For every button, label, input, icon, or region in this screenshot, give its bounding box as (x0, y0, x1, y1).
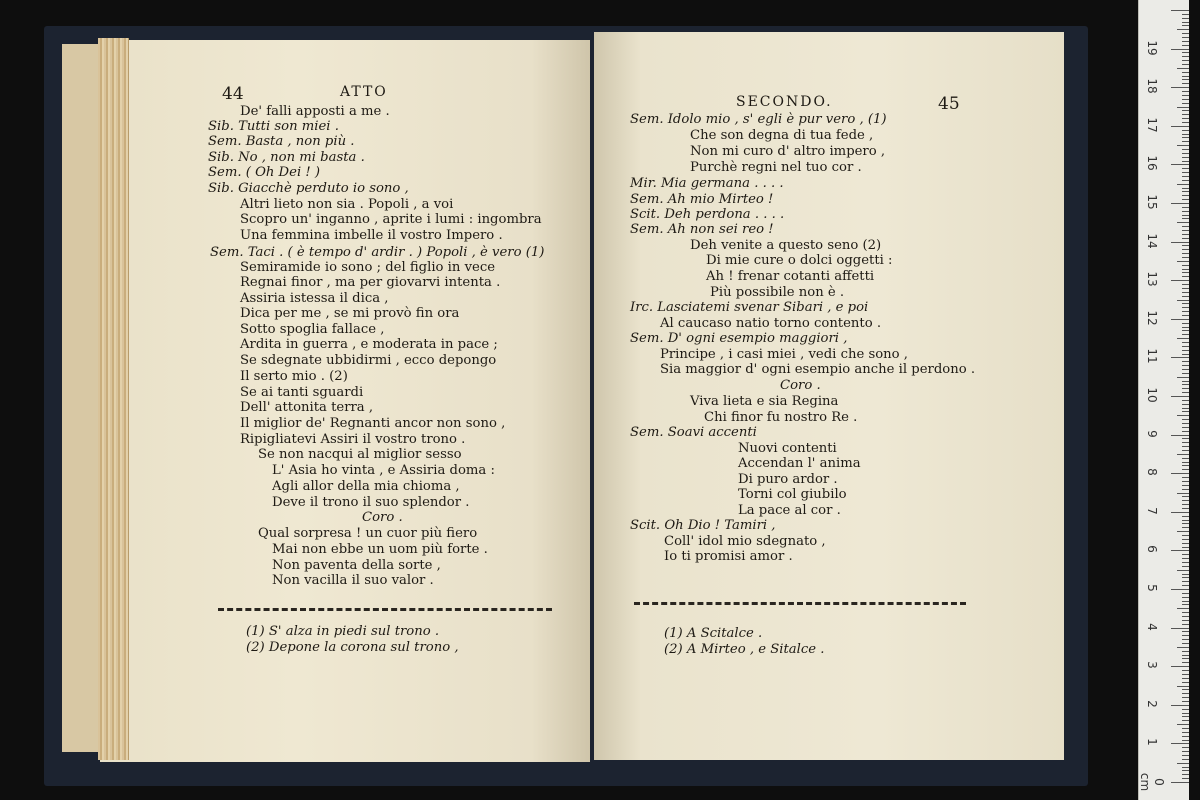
ruler-mm-tick (1182, 747, 1189, 748)
ruler-mm-tick (1177, 107, 1189, 108)
ruler-mm-tick (1182, 759, 1189, 760)
ruler-mm-tick (1182, 585, 1189, 586)
ruler-mm-tick (1182, 774, 1189, 775)
ruler-mm-tick (1182, 22, 1189, 23)
ruler-mm-tick (1182, 442, 1189, 443)
ruler-number: 6 (1145, 545, 1159, 554)
text-line: L' Asia ho vinta , e Assiria doma : (272, 463, 495, 478)
ruler-mm-tick (1182, 593, 1189, 594)
ruler-mm-tick (1182, 581, 1189, 582)
text-line: Ripigliatevi Assiri il vostro trono . (240, 432, 466, 447)
ruler-number: 13 (1145, 271, 1159, 287)
ruler-mm-tick (1182, 701, 1189, 702)
ruler-mm-tick (1182, 25, 1189, 26)
ruler-mm-tick (1182, 269, 1189, 270)
ruler-mm-tick (1182, 616, 1189, 617)
text-line: Sib. Giacchè perduto io sono , (208, 181, 409, 196)
text-line: Non mi curo d' altro impero , (690, 144, 886, 159)
ruler-mm-tick (1177, 338, 1189, 339)
ruler-number: 1 (1145, 738, 1159, 747)
ruler-number: 18 (1145, 78, 1159, 94)
ruler-mm-tick (1182, 458, 1189, 459)
ruler-mm-tick (1182, 732, 1189, 733)
text-line: Coro . (362, 510, 403, 525)
text-line: Coro . (780, 378, 821, 393)
ruler-mm-tick (1182, 601, 1189, 602)
text-line: De' falli apposti a me . (240, 104, 390, 119)
ruler-cm-tick (1171, 10, 1189, 11)
ruler-mm-tick (1182, 419, 1189, 420)
ruler-mm-tick (1182, 612, 1189, 613)
ruler-mm-tick (1182, 740, 1189, 741)
text-line: Se sdegnate ubbidirmi , ecco depongo (240, 353, 497, 368)
ruler-mm-tick (1182, 72, 1189, 73)
ruler-mm-tick (1177, 724, 1189, 725)
ruler-mm-tick (1182, 778, 1189, 779)
ruler-mm-tick (1182, 315, 1189, 316)
ruler-mm-tick (1182, 446, 1189, 447)
ruler-mm-tick (1182, 674, 1189, 675)
ruler-mm-tick (1177, 68, 1189, 69)
ruler-mm-tick (1182, 76, 1189, 77)
ruler-mm-tick (1182, 346, 1189, 347)
ruler-number: 4 (1145, 622, 1159, 631)
ruler-number: 8 (1145, 468, 1159, 476)
ruler-mm-tick (1182, 485, 1189, 486)
text-line: Principe , i casi miei , vedi che sono , (660, 347, 908, 362)
ruler-mm-tick (1177, 531, 1189, 532)
ruler-mm-tick (1182, 249, 1189, 250)
ruler-mm-tick (1177, 454, 1189, 455)
ruler-number: 15 (1145, 194, 1159, 210)
ruler-mm-tick (1182, 670, 1189, 671)
ruler-mm-tick (1182, 180, 1189, 181)
text-line: Di mie cure o dolci oggetti : (706, 253, 893, 268)
text-line: Se non nacqui al miglior sesso (258, 447, 462, 462)
ruler-cm-tick (1171, 280, 1189, 281)
page-number: 45 (938, 94, 960, 114)
ruler-mm-tick (1182, 218, 1189, 219)
text-line: Sem. Ah non sei reo ! (630, 222, 774, 237)
ruler-unit-label: 0 cm (1138, 772, 1166, 792)
ruler-mm-tick (1177, 377, 1189, 378)
ruler-mm-tick (1177, 145, 1189, 146)
text-line: Agli allor della mia chioma , (272, 479, 460, 494)
ruler-number: 17 (1145, 117, 1159, 133)
ruler-mm-tick (1182, 388, 1189, 389)
ruler-cm-tick (1171, 782, 1189, 783)
text-line: Deh venite a questo seno (2) (690, 238, 882, 253)
ruler-mm-tick (1182, 427, 1189, 428)
text-line: Sem. Taci . ( è tempo d' ardir . ) Popoli , è vero (1) (210, 245, 545, 260)
ruler-mm-tick (1182, 566, 1189, 567)
ruler-cm-tick (1171, 666, 1189, 667)
footnote-separator (634, 602, 966, 605)
footnote: (2) Depone la corona sul trono , (246, 640, 459, 655)
ruler-number: 10 (1145, 387, 1159, 403)
ruler-mm-tick (1182, 697, 1189, 698)
ruler-mm-tick (1182, 689, 1189, 690)
ruler-mm-tick (1182, 207, 1189, 208)
ruler-mm-tick (1182, 99, 1189, 100)
text-line: Irc. Lasciatemi svenar Sibari , e poi (630, 300, 869, 315)
ruler-mm-tick (1182, 361, 1189, 362)
text-line: Sem. Idolo mio , s' egli è pur vero , (1) (630, 112, 887, 127)
ruler-mm-tick (1182, 284, 1189, 285)
running-header: SECONDO. (736, 94, 833, 110)
ruler-cm-tick (1171, 357, 1189, 358)
ruler-cm-tick (1171, 396, 1189, 397)
ruler-cm-tick (1171, 87, 1189, 88)
ruler-mm-tick (1182, 288, 1189, 289)
ruler-mm-tick (1177, 222, 1189, 223)
footnote: (1) S' alza in piedi sul trono . (246, 624, 440, 639)
text-line: Sib. No , non mi basta . (208, 150, 365, 165)
ruler-mm-tick (1182, 37, 1189, 38)
ruler-mm-tick (1177, 261, 1189, 262)
ruler-mm-tick (1182, 130, 1189, 131)
ruler-mm-tick (1182, 736, 1189, 737)
footnote: (1) A Scitalce . (664, 626, 763, 641)
ruler-mm-tick (1182, 658, 1189, 659)
text-line: Sem. Soavi accenti (630, 425, 757, 440)
footnote-separator (218, 608, 552, 611)
ruler-mm-tick (1182, 431, 1189, 432)
ruler-mm-tick (1182, 489, 1189, 490)
ruler-mm-tick (1182, 199, 1189, 200)
ruler-mm-tick (1182, 631, 1189, 632)
ruler-mm-tick (1182, 597, 1189, 598)
ruler-mm-tick (1182, 215, 1189, 216)
ruler-mm-tick (1182, 168, 1189, 169)
ruler-mm-tick (1182, 693, 1189, 694)
ruler-mm-tick (1182, 342, 1189, 343)
ruler-mm-tick (1182, 153, 1189, 154)
ruler-mm-tick (1182, 188, 1189, 189)
ruler-mm-tick (1182, 327, 1189, 328)
text-line: Non paventa della sorte , (272, 558, 441, 573)
ruler-mm-tick (1182, 516, 1189, 517)
text-line: Sib. Tutti son miei . (208, 119, 339, 134)
text-line: Accendan l' anima (738, 456, 861, 471)
ruler-mm-tick (1182, 481, 1189, 482)
text-line: Se ai tanti sguardi (240, 385, 364, 400)
ruler-mm-tick (1182, 141, 1189, 142)
ruler-mm-tick (1182, 709, 1189, 710)
ruler-mm-tick (1182, 655, 1189, 656)
text-line: Purchè regni nel tuo cor . (690, 160, 862, 175)
ruler-mm-tick (1182, 496, 1189, 497)
ruler-mm-tick (1182, 635, 1189, 636)
ruler-mm-tick (1182, 41, 1189, 42)
page-edges (98, 38, 129, 760)
ruler-mm-tick (1182, 118, 1189, 119)
ruler-mm-tick (1182, 651, 1189, 652)
text-line: Altri lieto non sia . Popoli , a voi (240, 197, 454, 212)
text-line: Scit. Oh Dio ! Tamiri , (630, 518, 776, 533)
ruler-mm-tick (1182, 500, 1189, 501)
left-page (100, 40, 590, 762)
ruler-mm-tick (1182, 562, 1189, 563)
ruler-mm-tick (1182, 265, 1189, 266)
ruler-cm-tick (1171, 473, 1189, 474)
ruler-number: 11 (1145, 348, 1159, 365)
text-line: La pace al cor . (738, 503, 841, 518)
ruler-mm-tick (1182, 770, 1189, 771)
text-line: Mai non ebbe un uom più forte . (272, 542, 488, 557)
ruler-mm-tick (1182, 257, 1189, 258)
ruler-mm-tick (1182, 211, 1189, 212)
ruler-mm-tick (1177, 763, 1189, 764)
ruler-number: 7 (1145, 506, 1159, 515)
ruler-mm-tick (1182, 716, 1189, 717)
ruler-cm-tick (1171, 49, 1189, 50)
text-line: Sem. Basta , non più . (208, 134, 355, 149)
ruler-mm-tick (1182, 134, 1189, 135)
text-line: Assiria istessa il dica , (240, 291, 389, 306)
text-line: Più possibile non è . (710, 285, 845, 300)
ruler-mm-tick (1182, 423, 1189, 424)
ruler-mm-tick (1182, 508, 1189, 509)
text-line: Che son degna di tua fede , (690, 128, 874, 143)
ruler-mm-tick (1177, 29, 1189, 30)
ruler-cm-tick (1171, 435, 1189, 436)
ruler-mm-tick (1182, 110, 1189, 111)
page-number: 44 (222, 84, 244, 104)
ruler-mm-tick (1182, 195, 1189, 196)
ruler-mm-tick (1182, 728, 1189, 729)
ruler-mm-tick (1182, 523, 1189, 524)
ruler-mm-tick (1182, 639, 1189, 640)
ruler-mm-tick (1182, 330, 1189, 331)
ruler-mm-tick (1182, 462, 1189, 463)
ruler-mm-tick (1182, 558, 1189, 559)
ruler-mm-tick (1182, 767, 1189, 768)
text-line: Dell' attonita terra , (240, 400, 374, 415)
text-line: Deve il trono il suo splendor . (272, 495, 470, 510)
text-line: Dica per me , se mi provò fin ora (240, 306, 460, 321)
ruler-mm-tick (1182, 137, 1189, 138)
ruler-cm-tick (1171, 550, 1189, 551)
ruler-mm-tick (1182, 161, 1189, 162)
ruler-mm-tick (1182, 103, 1189, 104)
ruler-mm-tick (1182, 543, 1189, 544)
ruler-mm-tick (1182, 520, 1189, 521)
ruler-mm-tick (1182, 682, 1189, 683)
ruler-mm-tick (1182, 604, 1189, 605)
ruler-mm-tick (1182, 191, 1189, 192)
ruler-mm-tick (1182, 60, 1189, 61)
ruler-mm-tick (1182, 33, 1189, 34)
ruler-mm-tick (1182, 539, 1189, 540)
text-line: Sem. D' ogni esempio maggiori , (630, 331, 848, 346)
ruler-mm-tick (1182, 296, 1189, 297)
ruler-mm-tick (1182, 477, 1189, 478)
ruler-cm-tick (1171, 164, 1189, 165)
ruler-mm-tick (1182, 720, 1189, 721)
ruler-mm-tick (1177, 647, 1189, 648)
ruler-mm-tick (1182, 369, 1189, 370)
ruler-mm-tick (1182, 176, 1189, 177)
ruler-number: 12 (1145, 310, 1159, 326)
ruler-mm-tick (1182, 404, 1189, 405)
ruler-mm-tick (1182, 620, 1189, 621)
ruler-mm-tick (1182, 713, 1189, 714)
ruler-mm-tick (1182, 172, 1189, 173)
ruler-mm-tick (1177, 415, 1189, 416)
text-line: Ardita in guerra , e moderata in pace ; (240, 337, 498, 352)
ruler-mm-tick (1182, 381, 1189, 382)
ruler-mm-tick (1182, 365, 1189, 366)
ruler-mm-tick (1182, 64, 1189, 65)
ruler-mm-tick (1182, 276, 1189, 277)
text-line: Sem. ( Oh Dei ! ) (208, 165, 320, 180)
ruler-mm-tick (1182, 157, 1189, 158)
ruler-cm-tick (1171, 126, 1189, 127)
measuring-ruler (1138, 0, 1189, 800)
ruler-mm-tick (1177, 686, 1189, 687)
ruler-number: 3 (1145, 661, 1159, 669)
ruler-mm-tick (1182, 577, 1189, 578)
cover-board (62, 44, 102, 752)
text-line: Sia maggior d' ogni esempio anche il perdono . (660, 362, 976, 377)
ruler-mm-tick (1182, 755, 1189, 756)
ruler-number: 9 (1145, 429, 1159, 438)
text-line: Ah ! frenar cotanti affetti (706, 269, 875, 284)
ruler-mm-tick (1182, 149, 1189, 150)
text-line: Il miglior de' Regnanti ancor non sono , (240, 416, 506, 431)
ruler-mm-tick (1182, 624, 1189, 625)
ruler-cm-tick (1171, 512, 1189, 513)
ruler-mm-tick (1182, 400, 1189, 401)
ruler-cm-tick (1171, 743, 1189, 744)
ruler-mm-tick (1182, 245, 1189, 246)
text-line: Torni col giubilo (738, 487, 847, 502)
ruler-cm-tick (1171, 628, 1189, 629)
ruler-mm-tick (1182, 122, 1189, 123)
text-line: Viva lieta e sia Regina (690, 394, 839, 409)
text-line: Regnai finor , ma per giovarvi intenta . (240, 275, 501, 290)
ruler-number: 5 (1145, 584, 1159, 592)
ruler-mm-tick (1182, 373, 1189, 374)
ruler-mm-tick (1182, 303, 1189, 304)
ruler-mm-tick (1182, 79, 1189, 80)
ruler-mm-tick (1182, 527, 1189, 528)
ruler-mm-tick (1177, 300, 1189, 301)
ruler-mm-tick (1182, 272, 1189, 273)
ruler-number: 16 (1145, 155, 1159, 172)
ruler-mm-tick (1182, 408, 1189, 409)
ruler-mm-tick (1182, 56, 1189, 57)
text-line: Chi finor fu nostro Re . (704, 410, 858, 425)
right-page (594, 32, 1064, 760)
text-line: Sem. Ah mio Mirteo ! (630, 192, 774, 207)
ruler-mm-tick (1182, 465, 1189, 466)
ruler-mm-tick (1182, 554, 1189, 555)
ruler-mm-tick (1182, 311, 1189, 312)
ruler-mm-tick (1182, 230, 1189, 231)
ruler-mm-tick (1182, 678, 1189, 679)
ruler-cm-tick (1171, 589, 1189, 590)
ruler-mm-tick (1182, 504, 1189, 505)
ruler-mm-tick (1182, 18, 1189, 19)
ruler-cm-tick (1171, 319, 1189, 320)
ruler-mm-tick (1182, 14, 1189, 15)
ruler-number: 19 (1145, 39, 1159, 56)
ruler-mm-tick (1182, 547, 1189, 548)
ruler-mm-tick (1182, 307, 1189, 308)
ruler-mm-tick (1182, 238, 1189, 239)
text-line: Nuovi contenti (738, 441, 837, 456)
ruler-mm-tick (1182, 323, 1189, 324)
text-line: Scit. Deh perdona . . . . (630, 207, 785, 222)
ruler-mm-tick (1182, 354, 1189, 355)
ruler-cm-tick (1171, 705, 1189, 706)
ruler-mm-tick (1182, 45, 1189, 46)
ruler-mm-tick (1182, 350, 1189, 351)
text-line: Di puro ardor . (738, 472, 838, 487)
ruler-mm-tick (1182, 751, 1189, 752)
text-line: Mir. Mia germana . . . . (630, 176, 784, 191)
ruler-mm-tick (1182, 662, 1189, 663)
text-line: Scopro un' inganno , aprite i lumi : ingombra (240, 212, 542, 227)
ruler-mm-tick (1182, 226, 1189, 227)
ruler-mm-tick (1182, 392, 1189, 393)
ruler-mm-tick (1182, 292, 1189, 293)
ruler-number: 14 (1145, 232, 1159, 249)
ruler-mm-tick (1182, 574, 1189, 575)
text-line: Qual sorpresa ! un cuor più fiero (258, 526, 478, 541)
ruler-mm-tick (1182, 384, 1189, 385)
text-line: Il serto mio . (2) (240, 369, 348, 384)
ruler-mm-tick (1182, 253, 1189, 254)
ruler-mm-tick (1182, 643, 1189, 644)
ruler-mm-tick (1182, 234, 1189, 235)
ruler-mm-tick (1177, 608, 1189, 609)
text-line: Non vacilla il suo valor . (272, 573, 434, 588)
ruler-mm-tick (1182, 52, 1189, 53)
ruler-mm-tick (1182, 411, 1189, 412)
ruler-mm-tick (1182, 83, 1189, 84)
text-line: Semiramide io sono ; del figlio in vece (240, 260, 496, 275)
ruler-mm-tick (1182, 95, 1189, 96)
running-header: ATTO (340, 84, 388, 100)
text-line: Io ti promisi amor . (664, 549, 793, 564)
ruler-mm-tick (1182, 438, 1189, 439)
text-line: Coll' idol mio sdegnato , (664, 534, 826, 549)
ruler-mm-tick (1182, 469, 1189, 470)
text-line: Una femmina imbelle il vostro Impero . (240, 228, 503, 243)
ruler-mm-tick (1182, 91, 1189, 92)
footnote: (2) A Mirteo , e Sitalce . (664, 642, 825, 657)
ruler-mm-tick (1177, 570, 1189, 571)
ruler-number: 2 (1145, 699, 1159, 708)
ruler-mm-tick (1182, 535, 1189, 536)
text-line: Al caucaso natio torno contento . (660, 316, 882, 331)
ruler-cm-tick (1171, 203, 1189, 204)
ruler-cm-tick (1171, 242, 1189, 243)
ruler-mm-tick (1182, 114, 1189, 115)
ruler-mm-tick (1182, 450, 1189, 451)
text-line: Sotto spoglia fallace , (240, 322, 385, 337)
ruler-mm-tick (1182, 334, 1189, 335)
ruler-mm-tick (1177, 493, 1189, 494)
ruler-mm-tick (1177, 184, 1189, 185)
